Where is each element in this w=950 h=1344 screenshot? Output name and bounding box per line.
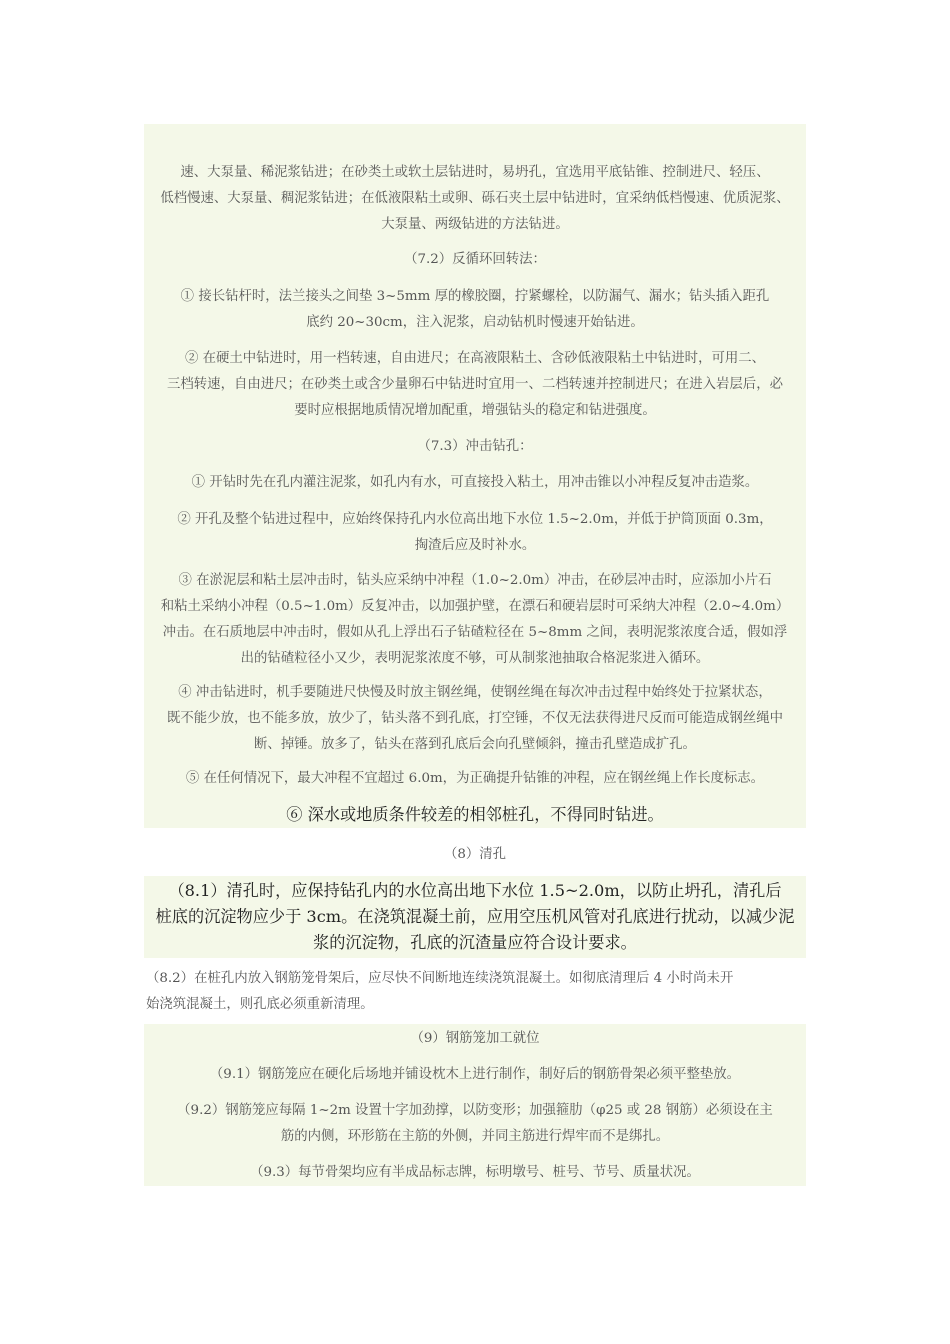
paragraph-9-1: （9.1）钢筋笼应在硬化后场地并铺设枕木上进行制作，制好后的钢筋骨架必须平整垫放。 bbox=[209, 1067, 741, 1082]
section-heading-8 bbox=[144, 840, 806, 870]
paragraph-7-3-1: ① 开钻时先在孔内灌注泥浆，如孔内有水，可直接投入粘土，用冲击锥以小冲程反复冲击造浆。 bbox=[191, 475, 759, 490]
paragraph-7-3-2: ② 开孔及整个钻进过程中，应始终保持孔内水位高出地下水位 1.5~2.0m，并低于护筒顶面 0.3m， 掏渣后应及时补水。 bbox=[177, 512, 773, 553]
heading-9: （9）钢筋笼加工就位 bbox=[410, 1031, 540, 1046]
paragraph-7-2-1: ① 接长钻杆时，法兰接头之间垫 3~5mm 厚的橡胶圈，拧紧螺栓，以防漏气、漏水；钻头插入距孔 底约 20~30cm，注入泥浆，启动钻机时慢速开始钻进。 bbox=[180, 289, 770, 330]
section-rebar-cage bbox=[144, 1024, 806, 1186]
paragraph-7-3-5: ⑤ 在任何情况下，最大冲程不宜超过 6.0m，为正确提升钻锥的冲程，应在钢丝绳上作长度标志。 bbox=[185, 771, 765, 786]
paragraph-7-3-6: ⑥ 深水或地质条件较差的相邻桩孔，不得同时钻进。 bbox=[286, 805, 664, 824]
paragraph-9-2: （9.2）钢筋笼应每隔 1~2m 设置十字加劲撑，以防变形；加强箍肋（φ25 或 28 钢筋）必须设在主 筋的内侧，环形筋在主筋的外侧，并同主筋进行焊牢而不是绑扎。 bbox=[177, 1103, 773, 1144]
paragraph-7-3-4: ④ 冲击钻进时，机手要随进尺快慢及时放主钢丝绳，使钢丝绳在每次冲击过程中始终处于拉紧状态， 既不能少放，也不能多放，放少了，钻头落不到孔底，打空锤，不仅无法获得进尺反而可能造成钢丝绳中 断、掉锤。放多了，钻头在落到孔底后会向孔壁倾斜，撞击孔壁造成扩孔。 bbox=[167, 685, 783, 752]
heading-8: （8）清孔 bbox=[443, 847, 507, 862]
paragraph-7-3-3: ③ 在淤泥层和粘土层冲击时，钻头应采纳中冲程（1.0~2.0m）冲击，在砂层冲击时，应添加小片石 和粘土采纳小冲程（0.5~1.0m）反复冲击，以加强护壁，在漂石和硬岩层时可采纳大冲程（2.0~4.0m） 冲击。在石质地层中冲击时，假如从孔上浮出石子钻碴粒径在 5~8mm 之间，表明泥浆浓度合适，假如浮 出的钻碴粒径小又少，表明泥浆浓度不够，可从制浆池抽取合格泥浆进入循环。 bbox=[160, 573, 790, 666]
paragraph-8-2: （8.2）在桩孔内放入钢筋笼骨架后，应尽快不间断地连续浇筑混凝土。如彻底清理后 4 小时尚未开 始浇筑混凝土，则孔底必须重新清理。 bbox=[146, 971, 734, 1012]
paragraph-7-2-2: ② 在硬土中钻进时，用一档转速，自由进尺；在高液限粘土、含砂低液限粘土中钻进时，可用二、 三档转速，自由进尺；在砂类土或含少量卵石中钻进时宜用一、二档转速并控制进尺；在进入岩层后，必 要时应根据地质情况增加配重，增强钻头的稳定和钻进强度。 bbox=[167, 351, 783, 418]
heading-7-2: （7.2）反循环回转法： bbox=[404, 252, 546, 267]
paragraph-8-1: （8.1）清孔时，应保持钻孔内的水位高出地下水位 1.5~2.0m，以防止坍孔，清孔后 桩底的沉淀物应少于 3cm。在浇筑混凝土前，应用空压机风管对孔底进行扰动，以减少泥 浆的沉淀物，孔底的沉渣量应符合设计要求。 bbox=[155, 881, 795, 952]
section-drilling bbox=[144, 124, 806, 828]
paragraph-drilling-intro: 速、大泵量、稀泥浆钻进；在砂类土或软土层钻进时，易坍孔，宜选用平底钻锥、控制进尺、轻压、 低档慢速、大泵量、稠泥浆钻进；在低液限粘土或卵、砾石夹土层中钻进时，宜采纳低档慢速、优质泥浆、 大泵量、两级钻进的方法钻进。 bbox=[160, 165, 790, 232]
heading-7-3: （7.3）冲击钻孔： bbox=[417, 439, 533, 454]
section-8-2 bbox=[144, 966, 806, 1020]
paragraph-9-3: （9.3）每节骨架均应有半成品标志牌，标明墩号、桩号、节号、质量状况。 bbox=[250, 1165, 700, 1180]
section-clear-hole bbox=[144, 876, 806, 958]
